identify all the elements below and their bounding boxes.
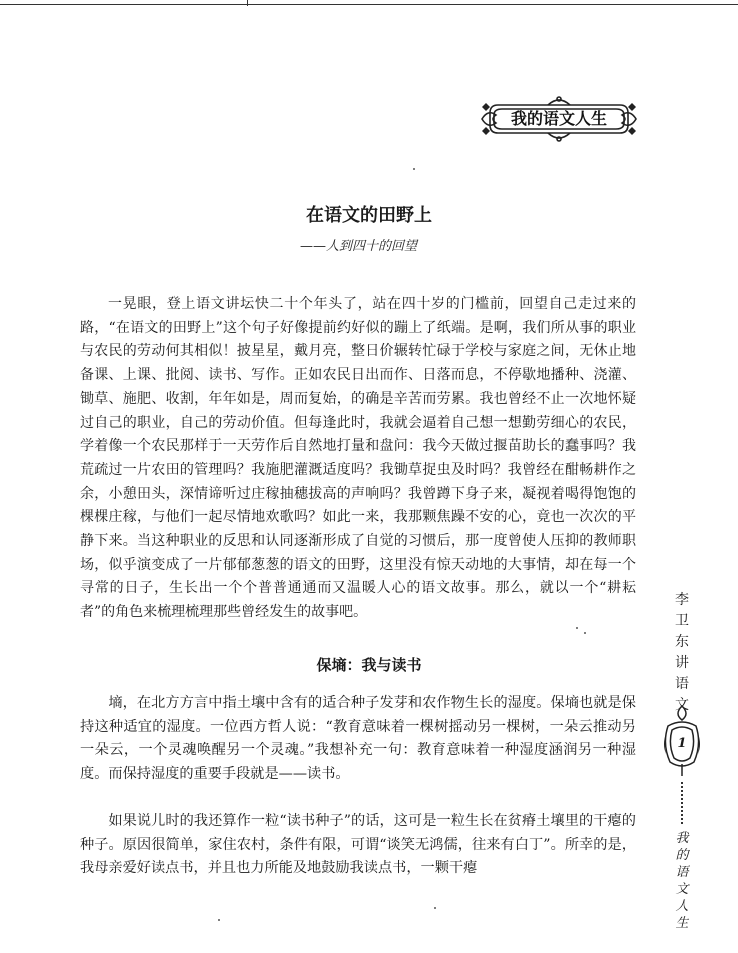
side-series-label: 我的语文人生 [675, 831, 689, 931]
side-dotted-line [681, 782, 685, 824]
section-badge [478, 95, 640, 143]
scan-speck [218, 919, 220, 921]
side-author-label: 李卫东讲语文 [675, 592, 689, 713]
scan-speck [434, 907, 436, 909]
body-paragraph: 墒，在北方方言中指土壤中含有的适合种子发芽和农作物生长的湿度。保墒也就是保持这种适宜的湿度。一位西方哲人说：“教育意味着一棵树摇动另一棵树，一朵云推动另一朵云，一个灵魂唤醒另一个灵魂。”我想补充一句：教育意味着一种湿度涵润另一种湿度。而保持湿度的重要手段就是——读书。 [80, 695, 636, 782]
section-heading: 保墒：我与读书 [316, 656, 422, 674]
scan-speck [413, 168, 415, 170]
page-number: 1 [677, 736, 687, 751]
header-tick [247, 0, 248, 6]
body-paragraph: 一晃眼，登上语文讲坛快二十个年头了，站在四十岁的门槛前，回望自己走过来的路，“在语文的田野上”这个句子好像提前约好似的蹦上了纸端。是啊，我们所从事的职业与农民的劳动何其相似！披星星，戴月亮，整日价辗转忙碌于学校与家庭之间，无休止地备课、上课、批阅、读书、写作。正如农民日出而作、日落而息，不停歇地播种、浇灌、锄草、施肥、收割，年年如是，周而复始，的确是辛苦而劳累。我也曾经不止一次地怀疑过自己的职业，自己的劳动价值。但每逢此时，我就会逼着自己想一想勤劳细心的农民，学着像一个农民那样于一天劳作后自然地打量和盘问：我今天做过揠苗助长的蠢事吗？我荒疏过一片农田的管理吗？我施肥灌溉适度吗？我锄草捉虫及时吗？我曾经在酣畅耕作之余，小憩田头，深情谛听过庄稼抽穗拔高的声响吗？我曾蹲下身子来，凝视着喝得饱饱的棵棵庄稼，与他们一起尽情地欢歌吗？如此一来，我那颗焦躁不安的心，竟也一次次的平静下来。当这种职业的反思和认同逐渐形成了自觉的习惯后，那一度曾使人压抑的教师职场，似乎演变成了一片郁郁葱葱的语文的田野，这里没有惊天动地的大事情，却在每一个寻常的日子，生长出一个个普普通通而又温暖人心的语文故事。那么，就以一个“耕耘者”的角色来梳理梳理那些曾经发生的故事吧。 [80, 296, 636, 621]
scan-speck [576, 627, 578, 629]
article-subtitle: ——人到四十的回望 [300, 239, 418, 254]
badge-label: 我的语文人生 [510, 109, 607, 128]
article-title: 在语文的田野上 [306, 205, 432, 226]
header-rule [0, 4, 738, 5]
scan-speck [584, 632, 586, 634]
body-paragraph: 如果说儿时的我还算作一粒“读书种子”的话，这可是一粒生长在贫瘠土壤里的干瘪的种子。原因很简单，家住农村，条件有限，可谓“谈笑无鸿儒，往来有白丁”。所幸的是，我母亲爱好读点书，并且也力所能及地鼓励我读点书，一颗干瘪 [80, 813, 636, 876]
